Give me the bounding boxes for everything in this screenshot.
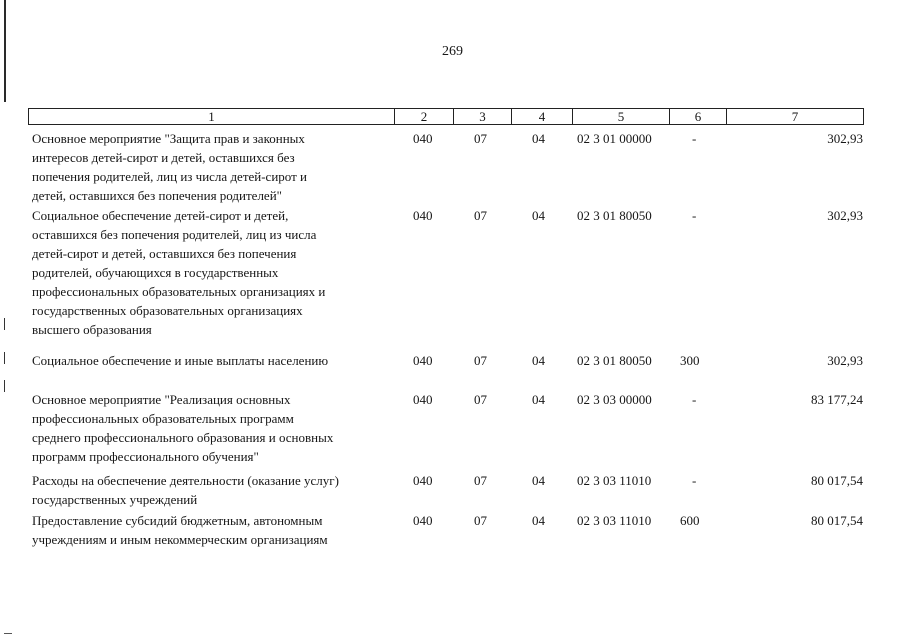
description-line: профессиональных образовательных организациях и xyxy=(32,284,326,299)
row-expense-type: - xyxy=(692,392,697,407)
description-line: учреждениям и иным некоммерческим организациям xyxy=(32,532,328,547)
row-description xyxy=(32,471,392,509)
description-line: программ профессионального обучения" xyxy=(32,449,259,464)
row-target-article: 02 3 01 80050 xyxy=(577,353,652,368)
header-col-4: 4 xyxy=(511,109,572,124)
description-line: профессиональных образовательных программ xyxy=(32,411,294,426)
row-code-ministry: 040 xyxy=(413,208,433,223)
description-line: оставшихся без попечения родителей, лиц из числа xyxy=(32,227,317,242)
row-description xyxy=(32,351,392,370)
row-code-subsection: 04 xyxy=(532,392,545,407)
header-col-1: 1 xyxy=(208,109,215,124)
row-target-article: 02 3 03 00000 xyxy=(577,392,652,407)
row-expense-type: - xyxy=(692,473,697,488)
description-line: попечения родителей, лиц из числа детей-сирот и xyxy=(32,169,308,184)
row-code-ministry: 040 xyxy=(413,392,433,407)
margin-tick xyxy=(4,318,5,330)
row-amount: 83 177,24 xyxy=(811,392,863,407)
row-description xyxy=(32,511,392,549)
description-line: Расходы на обеспечение деятельности (оказание услуг) xyxy=(32,473,339,488)
row-code-section: 07 xyxy=(474,353,487,368)
header-col-5: 5 xyxy=(572,109,669,124)
row-code-section: 07 xyxy=(474,513,487,528)
row-target-article: 02 3 01 80050 xyxy=(577,208,652,223)
description-line: родителей, обучающихся в государственных xyxy=(32,265,279,280)
row-amount: 80 017,54 xyxy=(811,473,863,488)
margin-tick xyxy=(4,352,5,364)
row-target-article: 02 3 01 00000 xyxy=(577,131,652,146)
description-line: государственных образовательных организациях xyxy=(32,303,303,318)
description-line: детей-сирот и детей, оставшихся без попечения xyxy=(32,246,297,261)
row-description xyxy=(32,390,392,466)
row-amount: 302,93 xyxy=(827,208,863,223)
row-description xyxy=(32,206,392,339)
row-expense-type: 300 xyxy=(680,353,700,368)
row-code-subsection: 04 xyxy=(532,208,545,223)
row-code-ministry: 040 xyxy=(413,131,433,146)
row-code-ministry: 040 xyxy=(413,473,433,488)
row-target-article: 02 3 03 11010 xyxy=(577,473,652,488)
row-code-section: 07 xyxy=(474,131,487,146)
description-line: Социальное обеспечение детей-сирот и детей, xyxy=(32,208,289,223)
description-line: среднего профессионального образования и основных xyxy=(32,430,334,445)
description-line: государственных учреждений xyxy=(32,492,198,507)
row-description xyxy=(32,129,392,205)
row-code-section: 07 xyxy=(474,208,487,223)
description-line: Основное мероприятие "Защита прав и законных xyxy=(32,131,305,146)
row-expense-type: - xyxy=(692,208,697,223)
description-line: Основное мероприятие "Реализация основных xyxy=(32,392,291,407)
header-col-3: 3 xyxy=(453,109,511,124)
row-code-section: 07 xyxy=(474,473,487,488)
table-header-row xyxy=(28,108,864,125)
row-code-ministry: 040 xyxy=(413,353,433,368)
row-expense-type: 600 xyxy=(680,513,700,528)
description-line: высшего образования xyxy=(32,322,152,337)
header-col-7: 7 xyxy=(726,109,863,124)
description-line: интересов детей-сирот и детей, оставшихся без xyxy=(32,150,295,165)
header-col-6: 6 xyxy=(669,109,726,124)
description-line: Социальное обеспечение и иные выплаты населению xyxy=(32,353,329,368)
description-line: детей, оставшихся без попечения родителей" xyxy=(32,188,282,203)
row-code-ministry: 040 xyxy=(413,513,433,528)
row-code-subsection: 04 xyxy=(532,513,545,528)
row-target-article: 02 3 03 11010 xyxy=(577,513,652,528)
row-expense-type: - xyxy=(692,131,697,146)
row-code-section: 07 xyxy=(474,392,487,407)
page-number: 269 xyxy=(442,44,463,59)
row-amount: 302,93 xyxy=(827,353,863,368)
row-code-subsection: 04 xyxy=(532,131,545,146)
row-code-subsection: 04 xyxy=(532,473,545,488)
row-amount: 302,93 xyxy=(827,131,863,146)
row-amount: 80 017,54 xyxy=(811,513,863,528)
description-line: Предоставление субсидий бюджетным, автономным xyxy=(32,513,323,528)
bottom-margin-mark xyxy=(4,633,12,634)
margin-tick xyxy=(4,380,5,392)
header-col-2: 2 xyxy=(394,109,453,124)
row-code-subsection: 04 xyxy=(532,353,545,368)
